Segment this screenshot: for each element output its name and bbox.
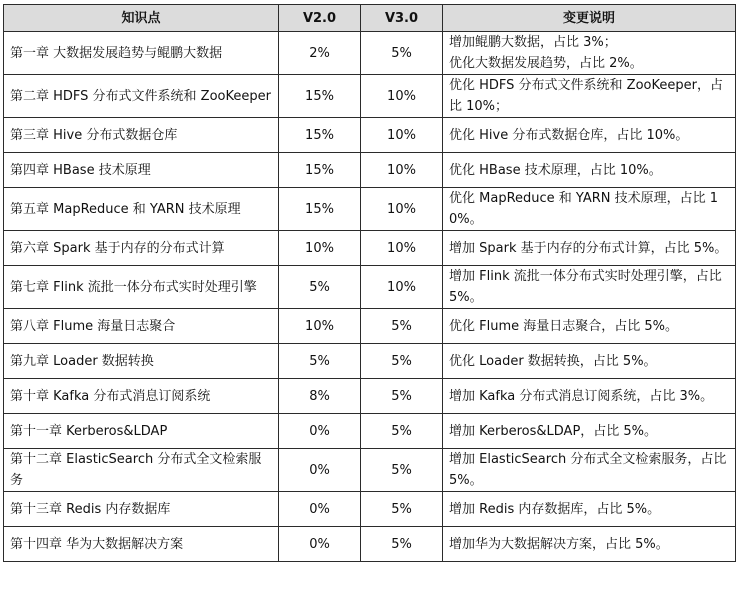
note-line: 优化大数据发展趋势，占比 2%。 xyxy=(449,56,643,71)
header-v2: V2.0 xyxy=(279,5,361,32)
v2-cell: 10% xyxy=(279,309,361,344)
table-row xyxy=(4,309,736,344)
note-cell: 优化 HBase 技术原理，占比 10%。 xyxy=(443,153,736,188)
table-row xyxy=(4,414,736,449)
note-line: 增加鲲鹏大数据，占比 3%； xyxy=(449,35,617,50)
topic-cell: 第十四章 华为大数据解决方案 xyxy=(4,527,279,562)
table-row xyxy=(4,492,736,527)
table-row xyxy=(4,32,736,75)
table-row xyxy=(4,75,736,118)
topic-cell: 第五章 MapReduce 和 YARN 技术原理 xyxy=(4,188,279,231)
header-topic: 知识点 xyxy=(4,5,279,32)
table-row xyxy=(4,153,736,188)
note-cell: 增加 Redis 内存数据库，占比 5%。 xyxy=(443,492,736,527)
topic-cell: 第四章 HBase 技术原理 xyxy=(4,153,279,188)
note-cell: 增加 Kafka 分布式消息订阅系统，占比 3%。 xyxy=(443,379,736,414)
topic-cell: 第七章 Flink 流批一体分布式实时处理引擎 xyxy=(4,266,279,309)
note-cell: 增加 Spark 基于内存的分布式计算，占比 5%。 xyxy=(443,231,736,266)
note-cell: 优化 Hive 分布式数据仓库，占比 10%。 xyxy=(443,118,736,153)
topic-cell: 第三章 Hive 分布式数据仓库 xyxy=(4,118,279,153)
table-row xyxy=(4,379,736,414)
v3-cell: 10% xyxy=(361,188,443,231)
topic-cell: 第十二章 ElasticSearch 分布式全文检索服务 xyxy=(4,449,279,492)
note-cell: 增加 Kerberos&LDAP，占比 5%。 xyxy=(443,414,736,449)
note-cell: 增加 Flink 流批一体分布式实时处理引擎，占比 5%。 xyxy=(443,266,736,309)
v2-cell: 15% xyxy=(279,188,361,231)
note-cell: 优化 HDFS 分布式文件系统和 ZooKeeper，占比 10%； xyxy=(443,75,736,118)
header-change-note: 变更说明 xyxy=(443,5,736,32)
v3-cell: 5% xyxy=(361,379,443,414)
note-cell: 优化 MapReduce 和 YARN 技术原理，占比 10%。 xyxy=(443,188,736,231)
topic-cell: 第八章 Flume 海量日志聚合 xyxy=(4,309,279,344)
topic-cell: 第一章 大数据发展趋势与鲲鹏大数据 xyxy=(4,32,279,75)
v2-cell: 0% xyxy=(279,492,361,527)
table-row xyxy=(4,527,736,562)
v3-cell: 5% xyxy=(361,492,443,527)
note-cell: 增加 ElasticSearch 分布式全文检索服务，占比 5%。 xyxy=(443,449,736,492)
v3-cell: 5% xyxy=(361,344,443,379)
note-cell xyxy=(443,32,736,75)
table-row xyxy=(4,449,736,492)
note-cell: 增加华为大数据解决方案，占比 5%。 xyxy=(443,527,736,562)
v3-cell: 10% xyxy=(361,266,443,309)
topic-cell: 第十三章 Redis 内存数据库 xyxy=(4,492,279,527)
topic-cell: 第十章 Kafka 分布式消息订阅系统 xyxy=(4,379,279,414)
v2-cell: 15% xyxy=(279,118,361,153)
topic-cell: 第十一章 Kerberos&LDAP xyxy=(4,414,279,449)
table-row xyxy=(4,266,736,309)
v3-cell: 5% xyxy=(361,309,443,344)
header-v3: V3.0 xyxy=(361,5,443,32)
note-cell: 优化 Loader 数据转换，占比 5%。 xyxy=(443,344,736,379)
topic-cell: 第二章 HDFS 分布式文件系统和 ZooKeeper xyxy=(4,75,279,118)
table-row xyxy=(4,344,736,379)
v3-cell: 10% xyxy=(361,118,443,153)
table-row xyxy=(4,118,736,153)
v3-cell: 5% xyxy=(361,527,443,562)
v2-cell: 5% xyxy=(279,266,361,309)
v2-cell: 0% xyxy=(279,449,361,492)
v2-cell: 5% xyxy=(279,344,361,379)
v2-cell: 8% xyxy=(279,379,361,414)
v3-cell: 5% xyxy=(361,449,443,492)
v2-cell: 10% xyxy=(279,231,361,266)
v2-cell: 15% xyxy=(279,153,361,188)
version-comparison-table xyxy=(3,4,736,562)
topic-cell: 第九章 Loader 数据转换 xyxy=(4,344,279,379)
table-row xyxy=(4,231,736,266)
v3-cell: 5% xyxy=(361,414,443,449)
v3-cell: 10% xyxy=(361,75,443,118)
table-row xyxy=(4,188,736,231)
v2-cell: 2% xyxy=(279,32,361,75)
v2-cell: 0% xyxy=(279,414,361,449)
v2-cell: 15% xyxy=(279,75,361,118)
v3-cell: 10% xyxy=(361,153,443,188)
v3-cell: 5% xyxy=(361,32,443,75)
note-cell: 优化 Flume 海量日志聚合，占比 5%。 xyxy=(443,309,736,344)
v2-cell: 0% xyxy=(279,527,361,562)
topic-cell: 第六章 Spark 基于内存的分布式计算 xyxy=(4,231,279,266)
v3-cell: 10% xyxy=(361,231,443,266)
header-row xyxy=(4,5,736,32)
